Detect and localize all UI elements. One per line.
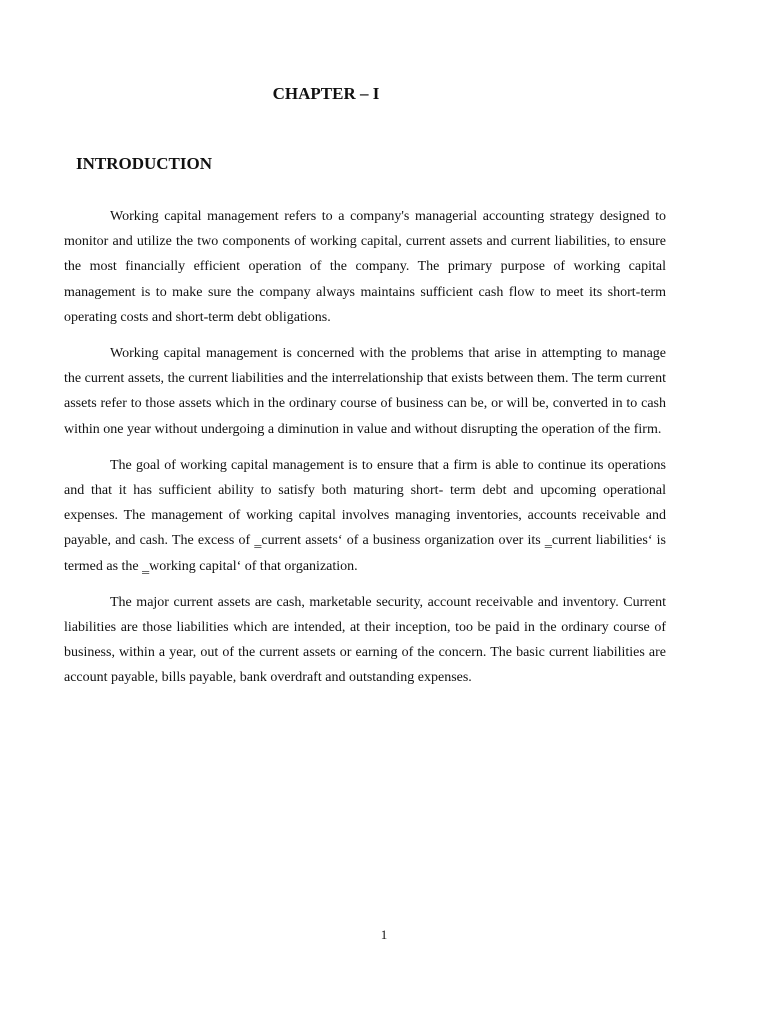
chapter-title: CHAPTER – I	[272, 84, 380, 103]
section-heading: INTRODUCTION	[76, 154, 213, 173]
paragraph: Working capital management is concerned with the problems that arise in attempting to manage the current assets, the current liabilities and the interrelationship that exists between them. The term current assets refer to those assets which in the ordinary course of business can be, or will be, converted in to cash within one year without undergoing a diminution in value and without disrupting the operation of the firm.	[64, 346, 666, 437]
page-number: 1	[380, 927, 388, 942]
paragraph: Working capital management refers to a company's managerial accounting strategy designed to monitor and utilize the two components of working capital, current assets and current liabilities, to ensure the most financially efficient operation of the company. The primary purpose of working capital management is to make sure the company always maintains sufficient cash flow to meet its short-term operating costs and short-term debt obligations.	[64, 209, 666, 325]
paragraph: The goal of working capital management is to ensure that a firm is able to continue its operations and that it has sufficient ability to satisfy both maturing short- term debt and upcoming operational expenses. The management of working capital involves managing inventories, accounts receivable and payable, and cash. The excess of ‗current assets‘ of a business organization over its ‗current liabilities‘ is termed as the ‗working capital‘ of that organization.	[64, 457, 666, 574]
paragraph: The major current assets are cash, marketable security, account receivable and inventory. Current liabilities are those liabilities which are intended, at their inception, too be paid in the ordinary course of business, within a year, out of the current assets or earning of the concern. The basic current liabilities are account payable, bills payable, bank overdraft and outstanding expenses.	[64, 594, 666, 686]
body-text	[64, 204, 666, 702]
